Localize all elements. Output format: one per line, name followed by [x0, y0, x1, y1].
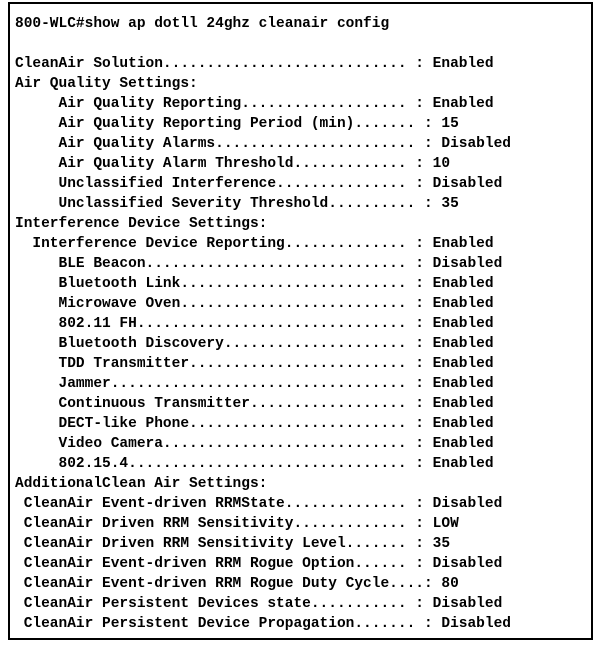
section-heading-additional-clean-air: AdditionalClean Air Settings:	[15, 476, 268, 492]
config-line-unclassified-interference: Unclassified Interference............... : Disabled	[15, 176, 503, 192]
config-line-dect-like-phone: DECT-like Phone......................... : Enabled	[15, 416, 494, 432]
config-line-cleanair-solution: CleanAir Solution............................ : Enabled	[15, 56, 494, 72]
config-line-unclassified-severity: Unclassified Severity Threshold.......... : 35	[15, 196, 459, 212]
config-line-interference-reporting: Interference Device Reporting.............. : Enabled	[15, 236, 494, 252]
config-line-microwave-oven: Microwave Oven.......................... : Enabled	[15, 296, 494, 312]
config-line-jammer: Jammer.................................. : Enabled	[15, 376, 494, 392]
config-line-rrm-rogue-option: CleanAir Event-driven RRM Rogue Option...... : Disabled	[15, 556, 503, 572]
config-line-aq-reporting-period: Air Quality Reporting Period (min)....... : 15	[15, 116, 459, 132]
config-line-80211-fh: 802.11 FH............................... : Enabled	[15, 316, 494, 332]
config-line-continuous-transmitter: Continuous Transmitter.................. : Enabled	[15, 396, 494, 412]
config-line-ble-beacon: BLE Beacon.............................. : Disabled	[15, 256, 503, 272]
config-line-persistent-devices-state: CleanAir Persistent Devices state........... : Disabled	[15, 596, 503, 612]
config-line-persistent-device-propagation: CleanAir Persistent Device Propagation....... : Disabled	[15, 616, 511, 632]
config-line-aq-alarm-threshold: Air Quality Alarm Threshold............. : 10	[15, 156, 451, 172]
config-line-bluetooth-link: Bluetooth Link.......................... : Enabled	[15, 276, 494, 292]
config-line-802154: 802.15.4................................ : Enabled	[15, 456, 494, 472]
section-heading-interference-device: Interference Device Settings:	[15, 216, 268, 232]
config-line-rrm-sensitivity: CleanAir Driven RRM Sensitivity............. : LOW	[15, 516, 459, 532]
config-line-video-camera: Video Camera............................ : Enabled	[15, 436, 494, 452]
blank-line	[15, 34, 511, 54]
config-line-tdd-transmitter: TDD Transmitter......................... : Enabled	[15, 356, 494, 372]
command-line: 800-WLC#show ap dotll 24ghz cleanair config	[15, 16, 390, 32]
config-line-bluetooth-discovery: Bluetooth Discovery..................... : Enabled	[15, 336, 494, 352]
config-line-rrm-rogue-duty-cycle: CleanAir Event-driven RRM Rogue Duty Cycle....: 80	[15, 576, 459, 592]
terminal-output	[15, 14, 511, 634]
config-line-aq-alarms: Air Quality Alarms....................... : Disabled	[15, 136, 511, 152]
config-line-event-driven-rrm-state: CleanAir Event-driven RRMState.............. : Disabled	[15, 496, 503, 512]
terminal-window[interactable]	[8, 2, 593, 640]
config-line-rrm-sensitivity-level: CleanAir Driven RRM Sensitivity Level....... : 35	[15, 536, 451, 552]
section-heading-air-quality: Air Quality Settings:	[15, 76, 198, 92]
config-line-aq-reporting: Air Quality Reporting................... : Enabled	[15, 96, 494, 112]
